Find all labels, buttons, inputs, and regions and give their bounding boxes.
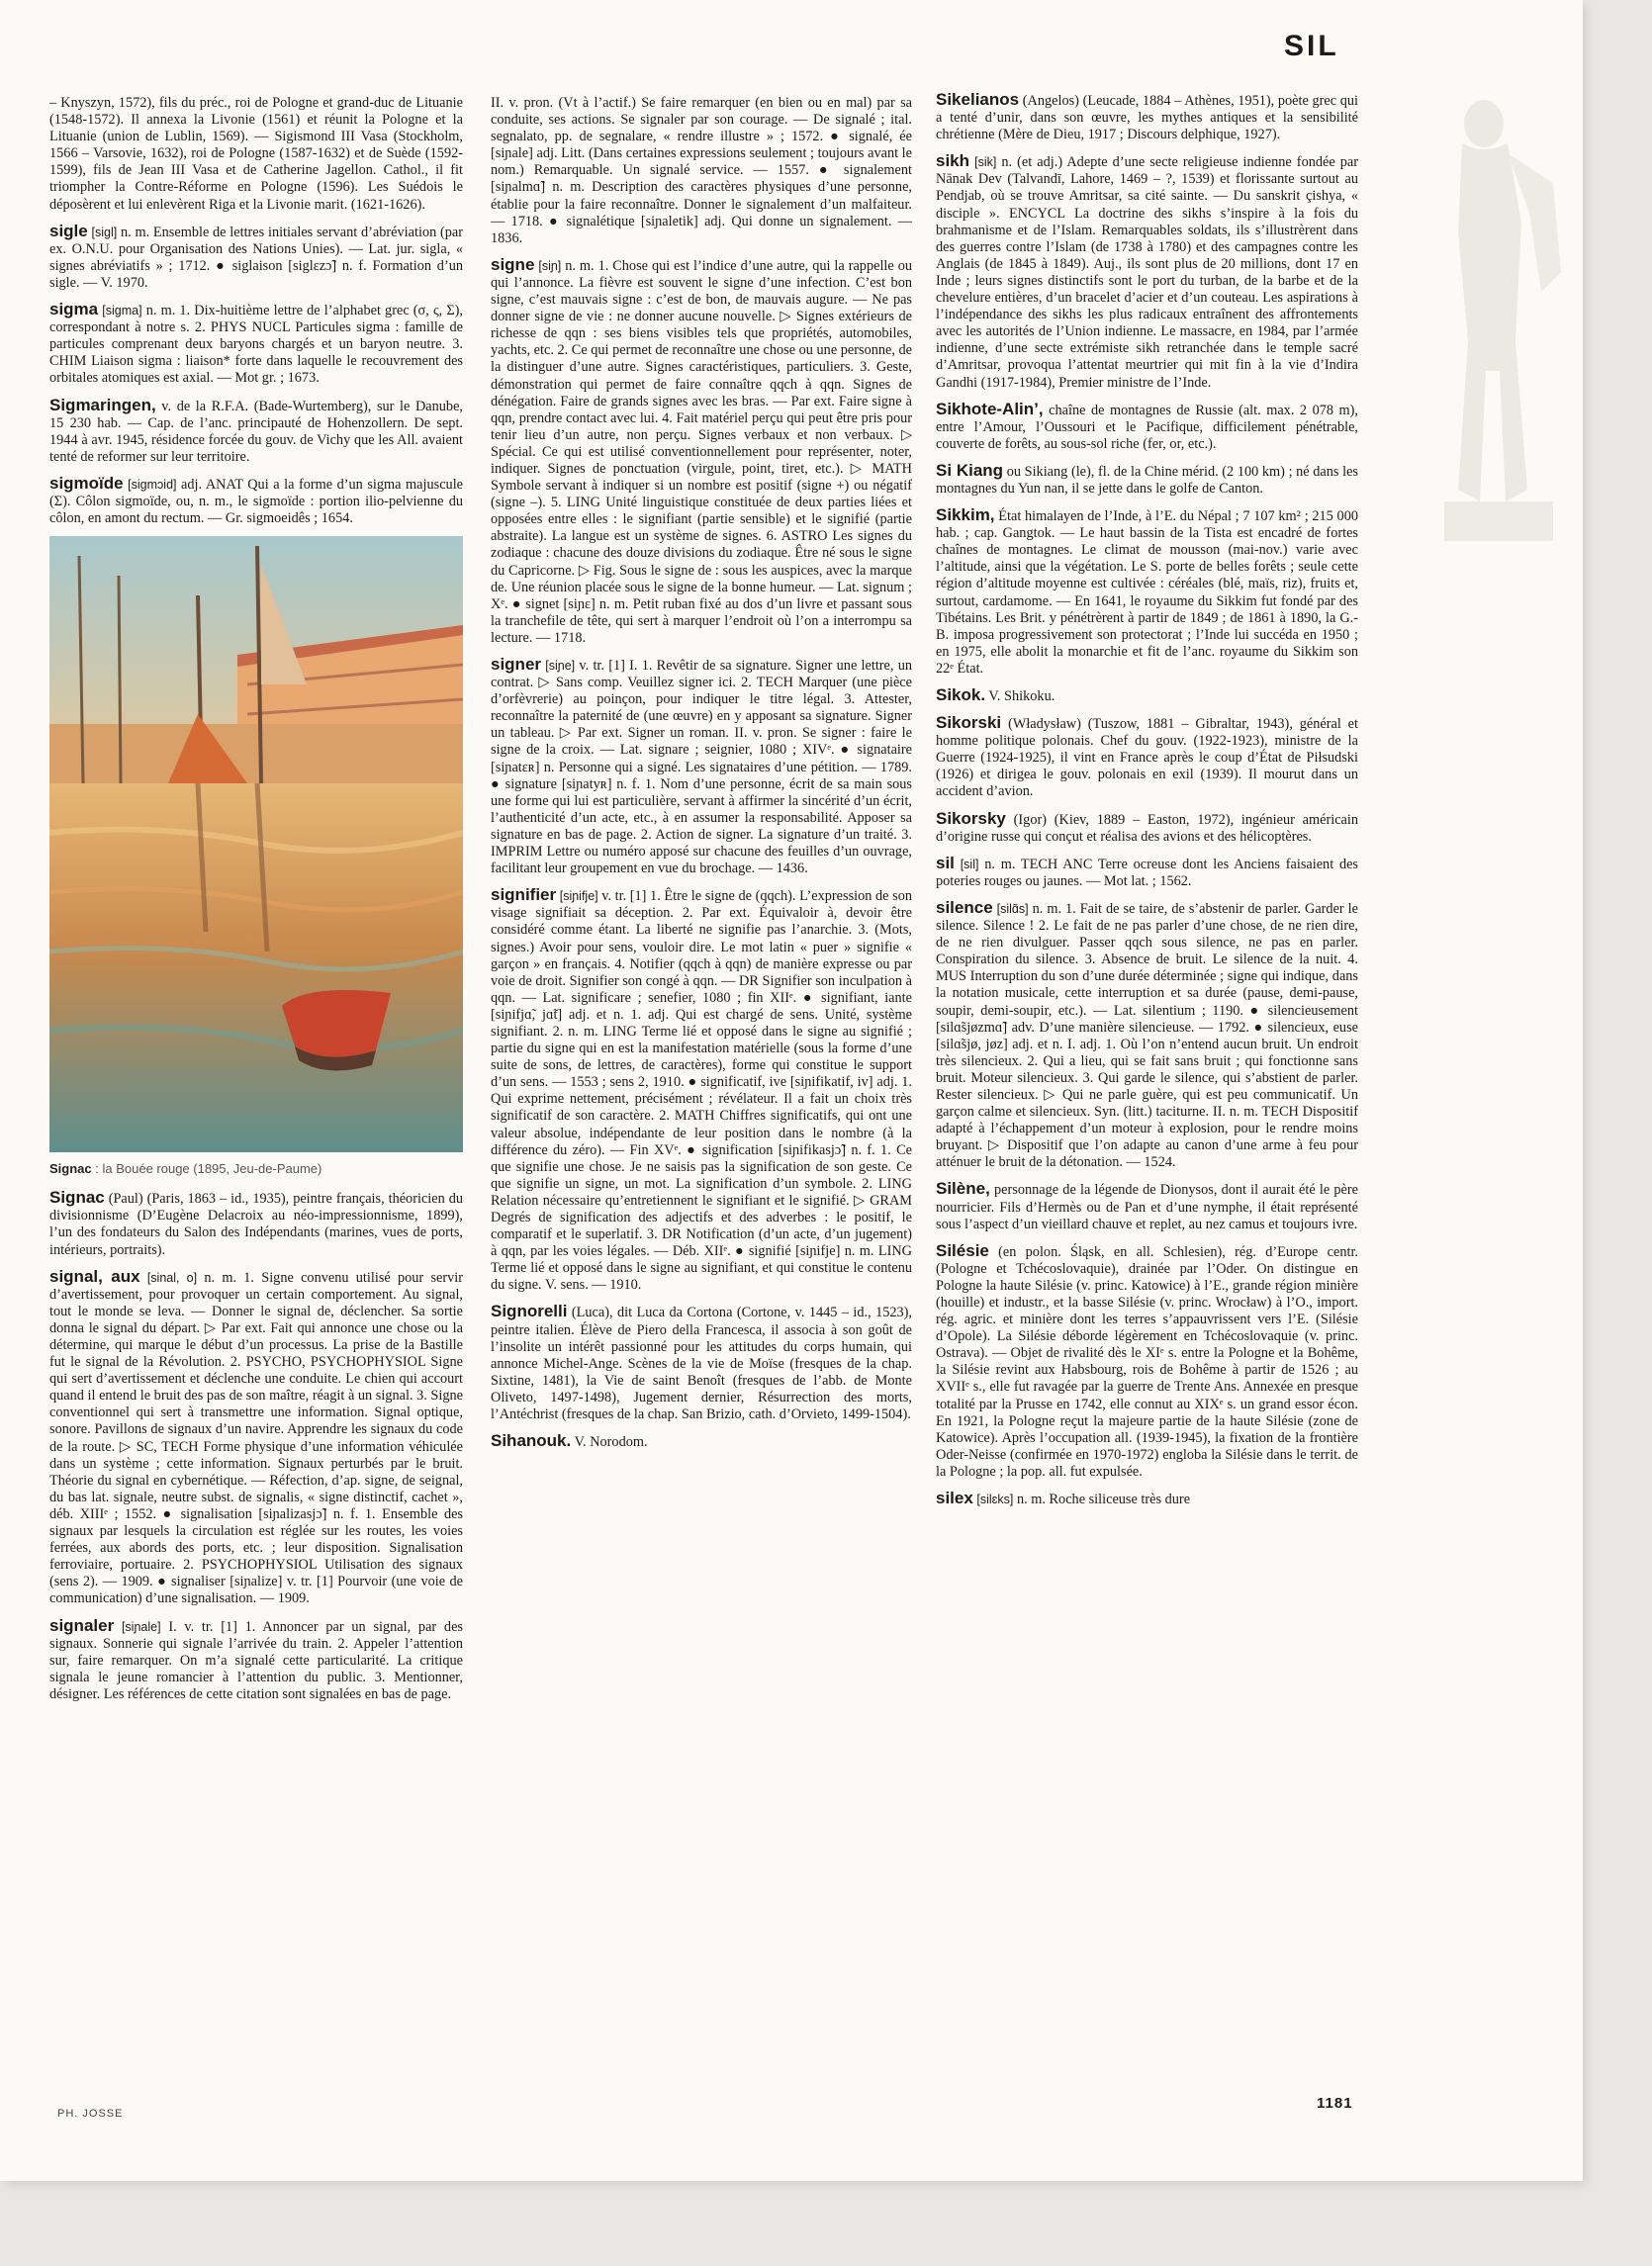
definition-text: personnage de la légende de Dionysos, dont il aurait été le père nourricier. Fils d’Hermès ou de Pan et d’une nymphe, il était représenté sous l’aspect d’un vieillard chauve et replet, au nez camus et toujours ivre.	[936, 1182, 1358, 1232]
dictionary-entry	[936, 810, 1358, 846]
dictionary-entry	[49, 301, 463, 387]
headword: Sikorsky	[936, 808, 1006, 828]
definition-text: (en polon. Śląsk, en all. Schlesien), rég. d’Europe centr. (Pologne et Tchécoslovaquie), drainée par l’Oder. On distingue en Pologne la haute Silésie (v. princ. Katowice) à l’E., grande région minière (houille) et industr., et la basse Silésie (v. princ. Wrocław) à l’O., import. rég. agric. et minière dont les terres s’appauvrissent vers l’E. (Silésie d’Opole). La Silésie déborde légèrement en Tchécoslovaquie (v. princ. Ostrava). — Objet de rivalité dès le XIᵉ s. entre la Pologne et la Bohême, la Silésie revint aux Habsbourg, rois de Bohême à partir de 1526 ; au XVIIᵉ s., elle fut ravagée par la guerre de Trente Ans. Annexée en presque totalité par la Prusse en 1742, elle connut au XIXᵉ s. un grand essor écon. En 1921, la Pologne reçut la majeure partie de la haute Silésie (zone de Katowice). Après l’occupation all. (1939-1945), la fixation de la frontière Oder-Neisse (confirmée en 1970-1972) engloba la Silésie dans le territ. de la Pologne ; la pop. all. fut expulsée.	[936, 1243, 1358, 1480]
definition-text: I. v. tr. [1] 1. Annoncer par un signal, par des signaux. Sonnerie qui signale l’arrivée du train. 2. Appeler l’attention sur, faire remarquer. On m’a signalé cette particularité. La critique signala le jeune romancier à l’attention du public. 3. Mentionner, désigner. Les références de cette citation sont signalées en bas de page.	[49, 1618, 463, 1702]
dictionary-entry	[49, 95, 463, 214]
headword: signifier	[491, 885, 557, 905]
pronunciation: [siɲ]	[538, 258, 562, 273]
pronunciation: [sil]	[960, 857, 979, 871]
headword: sil	[936, 853, 955, 872]
pronunciation: [siɲifje]	[559, 889, 598, 904]
headword: Sihanouk.	[491, 1431, 572, 1451]
headword: signe	[491, 254, 535, 274]
definition-text: adj. ANAT Qui a la forme d’un sigma majuscule (Σ). Côlon sigmoïde, ou, n. m., le sigmoïde : portion ilio-pelvienne du côlon, en amont du rectum. — Gr. sigmoeidês ; 1654.	[49, 476, 463, 527]
headword: sikh	[936, 151, 970, 171]
headword: Silésie	[936, 1240, 989, 1260]
definition-text: n. m. 1. Dix-huitième lettre de l’alphabet grec (σ, ς, Σ), correspondant à notre s. 2. PHYS NUCL Particules sigma : famille de particules comprenant deux baryons chargés et un baryon neutre. 3. CHIM Liaison sigma : liaison* forte dans laquelle le recouvrement des orbitales atomiques est axial. — Mot gr. ; 1673.	[49, 303, 463, 387]
definition-text: v. tr. [1] 1. Être le signe de (qqch). L’expression de son visage signifiait sa déception. 2. Par ext. Équivaloir à, devoir être considéré comme étant. La liberté ne signifie pas l’anarchie. 3. (Mots, signes.) Avoir pour sens, vouloir dire. Le mot latin « puer » signifie « garçon » en français. 4. Notifier (qqch à qqn) de manière expresse ou par voie de droit. Signifier son congé à qqn. — DR Signifier son inculpation à qqn. — Lat. significare ; senefier, 1080 ; fin XIIᵉ. ● signifiant, iante [siɲifjɑ̃, jɑ̃t] adj. et n. 1. adj. Qui est chargé de sens. Unité, système signifiant. 2. n. m. LING Terme lié et opposé dans le signe au signifié ; partie du signe qui en est la manifestation matérielle (sous la forme d’une suite de sons, de lettres, de caractères), forme qui constitue le support d’un sens. — 1553 ; sens 2, 1910. ● significatif, ive [siɲifikatif, iv] adj. 1. Qui exprime nettement, précisément ; révélateur. Il a fait un choix très significatif de son caractère. 2. MATH Chiffres significatifs, qui ont une valeur absolue, indépendante de leur position dans le nombre (à la différence du zéro). — Fin XVᵉ. ● signification [siɲifikasjɔ̃] n. f. 1. Ce que signifie une chose. Je ne saisis pas la signification de son geste. Ce que signifie un signe, un mot. La signification d’un symbole. 2. LING Relation nécessaire qu’entretiennent le signifiant et le signifié. ▷ GRAM Degrés de signification des adjectifs et des adverbes : le positif, le comparatif et le superlatif. 3. DR Notification (d’un acte, d’un jugement) à qqn, par les voies légales. — Déb. XIIᵉ. ● signifié [siɲifje] n. m. LING Terme lié et opposé dans le signe au signifiant, et qui constitue le contenu du signe. V. sens. — 1910.	[491, 888, 912, 1294]
pronunciation: [sik]	[974, 155, 997, 170]
column-1-entries-top	[49, 95, 463, 527]
dictionary-entry	[936, 1242, 1358, 1481]
definition-text: V. Shikoku.	[988, 688, 1055, 704]
signac-painting	[49, 536, 463, 1152]
pronunciation: [siɲale]	[121, 1619, 161, 1634]
page-number: 1181	[1317, 2095, 1353, 2112]
dictionary-entry	[936, 714, 1358, 800]
dictionary-entry	[936, 462, 1358, 498]
dictionary-entry	[491, 1303, 912, 1423]
headword: Signorelli	[491, 1302, 568, 1321]
dictionary-entry	[936, 91, 1358, 143]
definition-text: (Angelos) (Leucade, 1884 – Athènes, 1951), poète grec qui a tenté d’unir, dans son œuvre, les mythes antiques et la sensibilité chrétienne (Mère de Dieu, 1917 ; Discours delphique, 1927).	[936, 93, 1358, 143]
definition-text: ou Sikiang (le), fl. de la Chine mérid. (2 100 km) ; né dans les montagnes du Yun nan, il se jette dans le golfe de Canton.	[936, 463, 1358, 497]
headword: Si Kiang	[936, 460, 1004, 480]
definition-text: V. Norodom.	[574, 1434, 648, 1451]
definition-text: n. m. Roche siliceuse très dure	[1016, 1492, 1191, 1508]
dictionary-entry	[936, 686, 1358, 705]
dictionary-entry	[936, 152, 1358, 391]
dictionary-entry	[49, 397, 463, 466]
caption-artist: Signac	[49, 1161, 92, 1177]
headword: sigmoïde	[49, 473, 124, 493]
definition-text: chaîne de montagnes de Russie (alt. max. 2 078 m), entre l’Amour, l’Oussouri et le Pacifique, difficilement pénétrable, couverte de forêts, au sous-sol riche (fer, or, etc.).	[936, 402, 1358, 452]
definition-text: (Władysław) (Tuszow, 1881 – Gibraltar, 1943), général et homme politique polonais. Chef du gouv. (1922-1923), ministre de la Guerre (1924-1925), il vint en France après le coup d’État de Piłsudski (1926) et dirigea le gouv. polonais en exil (1939). Il mourut dans un accident d’avion.	[936, 716, 1358, 800]
headword: Sikkim,	[936, 505, 995, 525]
definition-text: État himalayen de l’Inde, à l’E. du Népal ; 7 107 km² ; 215 000 hab. ; cap. Gangtok. — Le haut bassin de la Tista est encadré de fortes chaînes de montagnes. Le climat de mousson (mai-nov.) varie avec l’altitude, ainsi que la végétation. Le S. porte de belles forêts ; seule cette région d’altitude moyenne est cultivée : céréales (blé, maïs, riz), fruits et, surtout, cardamome. — En 1641, le royaume du Sikkim fut fondé par des Tibétains. Les Brit. y pénétrèrent à partir de 1849 ; de 1861 à 1890, la G.-B. imposa progressivement son protectorat ; l’Inde lui succéda en 1950 ; en 1975, elle abolit la monarchie et fit de l’anc. royaume du Sikkim son 22ᵉ État.	[936, 508, 1358, 677]
definition-text: v. de la R.F.A. (Bade-Wurtemberg), sur le Danube, 15 230 hab. — Cap. de l’anc. principauté de Hohenzollern. De sept. 1944 à avr. 1945, résidence forcée du gouv. de Vichy que les All. avaient tenté de reformer sur leur territoire.	[49, 398, 463, 465]
dictionary-entry	[491, 256, 912, 647]
dictionary-entry	[491, 886, 912, 1294]
definition-text: (Igor) (Kiev, 1889 – Easton, 1972), ingénieur américain d’origine russe qui conçut et réalisa des avions et des hélicoptères.	[936, 811, 1358, 845]
pronunciation: [siɲe]	[545, 659, 576, 673]
caption-detail: : la Bouée rouge (1895, Jeu-de-Paume)	[95, 1161, 322, 1177]
pronunciation: [sinal, o]	[146, 1270, 198, 1285]
headword: Sikok.	[936, 685, 986, 704]
dictionary-entry	[49, 1268, 463, 1608]
headword: Sikelianos	[936, 91, 1020, 109]
column-1	[49, 95, 463, 2088]
column-3	[936, 91, 1358, 2104]
dictionary-entry	[936, 401, 1358, 453]
headword: signaler	[49, 1615, 115, 1635]
pronunciation: [sigl]	[91, 225, 118, 239]
definition-text: v. tr. [1] I. 1. Revêtir de sa signature. Signer une lettre, un contrat. ▷ Sans comp. Veuillez signer ici. 2. TECH Marquer (une pièce d’orfèvrerie) au poinçon, pour indiquer le titre légal. 3. Attester, reconnaître la paternité de (une œuvre) en y apposant sa signature. Signer un tableau. ▷ Par ext. Signer un roman. II. v. pron. Se signer : faire le signe de la croix. — Lat. signare ; seignier, 1080 ; XIVᵉ. ● signataire [siɲatɛʀ] n. Personne qui a signé. Les signataires d’une pétition. — 1789. ● signature [siɲatyʀ] n. f. 1. Nom d’une personne, écrit de sa main sous une forme qui lui est particulière, servant à affirmer la sincérité d’un écrit, l’authenticité d’un acte, etc., à en assumer la responsabilité. Apposer sa signature en bas de page. 2. Action de signer. La signature d’un traité. 3. IMPRIM Lettre ou numéro apposé sur chacune des feuilles d’un ouvrage, facilitant leur groupement en vue du brochage. — 1436.	[491, 658, 912, 877]
dictionary-entry	[49, 475, 463, 527]
definition-text: n. m. 1. Signe convenu utilisé pour servir d’avertissement, pour provoquer un certain comportement. Au signal, tout le monde se leva. — Donner le signal de, déclencher. Sa sortie donna le signal du départ. ▷ Par ext. Fait qui annonce une chose ou la détermine, qui marque le début d’un processus. La prise de la Bastille fut le signal de la Révolution. 2. PSYCHO, PSYCHOPHYSIOL Signe qui sert d’avertissement et déclenche une conduite. Le chien qui accourt quand il entend le bruit des pas de son maître, réagit à un signal. 3. Signe conventionnel qui sert à transmettre une information. Signal optique, sonore. Pavillons de signaux d’un navire. Apprendre les signaux du code de la route. ▷ SC, TECH Forme physique d’une information véhiculée dans un système ; cette information. Signaux perturbés par le bruit. Théorie du signal en cybernétique. — Réfection, d’ap. signe, de seignal, du bas lat. signale, neutre subst. de signalis, « signe distinctif, cachet », déb. XIIIᵉ ; 1552. ● signalisation [siɲalizasjɔ̃] n. f. 1. Ensemble des signaux par lesquels la circulation est réglée sur les routes, les voies ferrées, aux abords des ports, etc. ; leur disposition. Signalisation ferroviaire, portuaire. 2. PSYCHOPHYSIOL Utilisation des signaux (sens 2). — 1909. ● signaliser [siɲalize] v. tr. [1] Pourvoir (une voie de communication) d’une signalisation. — 1909.	[49, 1269, 463, 1607]
running-head: SIL	[1284, 30, 1339, 62]
dictionary-entry	[491, 1432, 912, 1451]
dictionary-entry	[491, 95, 912, 247]
pronunciation: [sigma]	[102, 304, 142, 318]
headword: signal, aux	[49, 1266, 140, 1286]
headword: Signac	[49, 1188, 105, 1208]
dictionary-entry	[491, 656, 912, 877]
headword: sigma	[49, 300, 99, 319]
dictionary-entry	[49, 223, 463, 292]
definition-text: n. m. 1. Fait de se taire, de s’abstenir de parler. Garder le silence. Silence ! 2. Le fait de ne pas parler d’une chose, de ne rien dire, de ne rien divulguer. Passer qqch sous silence, ne pas en parler. Conspiration du silence. 3. Absence de bruit. Le silence de la nuit. 4. MUS Interruption du son d’une durée déterminée ; signe qui indique, dans la notation musicale, cette interruption et sa durée (pause, demi-pause, soupir, demi-soupir, etc.). — Lat. silentium ; 1190. ● silencieusement [silɑ̃sjøzmɑ̃] adv. D’une manière silencieuse. — 1792. ● silencieux, euse [silɑ̃sjø, jøz] adj. et n. I. adj. 1. Où l’on n’entend aucun bruit. Un endroit très silencieux. 2. Qui a lieu, qui se fait sans bruit ; qui fonctionne sans bruit. Moteur silencieux. 3. Qui garde le silence, qui s’abstient de parler. Rester silencieux. ▷ Qui ne parle guère, qui est peu communicatif. Un garçon calme et silencieux. Syn. (litt.) taciturne. II. n. m. TECH Dispositif adapté à l’échappement d’un moteur à explosion, pour le rendre moins bruyant. ▷ Dispositif que l’on adapte au canon d’une arme à feu pour atténuer le bruit de la détonation. — 1524.	[936, 900, 1358, 1171]
dictionary-entry	[49, 1189, 463, 1258]
dictionary-entry	[936, 506, 1358, 678]
definition-text: (Luca), dit Luca da Cortona (Cortone, v. 1445 – id., 1523), peintre italien. Élève de Piero della Francesca, il associa à son goût de l’insolite un intérêt passionné pour les attitudes du corps humain, qui annonce Michel-Ange. Scènes de la vie de Moïse (fresques de la chap. Sixtine, 1481), la Vie de saint Benoît (fresques de l’abb. de Monte Oliveto, 1497-1498), Jugement dernier, Résurrection des morts, l’Antéchrist (fresques de la chap. San Brizio, cath. d’Orvieto, 1499-1504).	[491, 1305, 912, 1423]
headword: Silène,	[936, 1179, 990, 1199]
definition-text: n. m. TECH ANC Terre ocreuse dont les Anciens faisaient des poteries rouges ou jaunes. — Mot lat. ; 1562.	[936, 856, 1358, 889]
headword: Sikorski	[936, 713, 1002, 733]
definition-text: n. m. Ensemble de lettres initiales servant d’abréviation (par ex. O.N.U. pour Organisation des Nations Unies). — Lat. jur. sigla, « signes abréviatifs » ; 1712. ● siglaison [siglɛzɔ̃] n. f. Formation d’un sigle. — V. 1970.	[49, 224, 463, 291]
column-2	[491, 95, 912, 2088]
definition-text: (Paul) (Paris, 1863 – id., 1935), peintre français, théoricien du divisionnisme (D’Eugène Delacroix au néo-impressionnisme, 1899), l’un des fondateurs du Salon des Indépendants (marines, vues de ports, intérieurs, portraits).	[49, 1191, 463, 1258]
painting-caption	[49, 1160, 463, 1177]
photo-credit: PH. JOSSE	[57, 2108, 124, 2120]
dictionary-entry	[936, 899, 1358, 1172]
dictionary-entry	[936, 1180, 1358, 1232]
headword: silence	[936, 897, 993, 917]
definition-text: n. (et adj.) Adepte d’une secte religieuse indienne fondée par Nānak Dev (Talvandī, Lahore, 1469 – ?, 1539) et florissante surtout au Pendjab, où se trouve Amritsar, sa cité sainte. — Du sanskrit çishya, « disciple ». ENCYCL La doctrine des sikhs s’inspire à la fois du brahmanisme et de l’Islam. Remarquables soldats, ils s’illustrèrent dans des guerres contre l’Islam (de 1738 à 1780) et des campagnes contre les Anglais (de 1845 à 1849). Auj., ils sont plus de 20 millions, dont 17 en Inde ; leurs signes distinctifs sont le port du turban, de la barbe et de la chevelure entières, d’un bracelet d’acier et d’un couteau. Les aspirations à l’indépendance des sikhs les plus radicaux entraînent des affrontements avec les autorités de l’Union indienne. Le massacre, en 1984, par l’armée indienne, d’une secte extrémiste sikh retranchée dans le temple sacré d’Amritsar, provoqua l’attentat meurtrier qui mit fin à la vie d’Indira Gandhi (1917-1984), Premier ministre de l’Inde.	[936, 154, 1358, 391]
definition-text: II. v. pron. (Vt à l’actif.) Se faire remarquer (en bien ou en mal) par sa conduite, ses actions. Se signaler par son courage. — De signalé ; ital. segnalato, pp. de segnalare, « rendre illustre » ; 1572. ● signalé, ée [siɲale] adj. Litt. (Dans certaines expressions seulement ; toujours avant le nom.) Remarquable. Un signalé service. — 1557. ● signalement [siɲalmɑ̃] n. m. Description des caractères physiques d’une personne, établie pour la faire reconnaître. Donner le signalement d’un malfaiteur. — 1718. ● signalétique [siɲaletik] adj. Qui donne un signalement. — 1836.	[491, 95, 912, 246]
pronunciation: [silɑ̃s]	[996, 901, 1029, 916]
dictionary-entry	[936, 855, 1358, 890]
dictionary-entry	[49, 1617, 463, 1703]
headword: signer	[491, 655, 542, 674]
headword: sigle	[49, 221, 88, 240]
headword: silex	[936, 1489, 973, 1508]
definition-text: – Knyszyn, 1572), fils du préc., roi de Pologne et grand-duc de Lituanie (1548-1572). Il annexa la Livonie (1561) et réunit la Pologne et la Lituanie (union de Lublin, 1569). — Sigismond III Vasa (Stockholm, 1566 – Varsovie, 1632), roi de Pologne (1587-1632) et de Suède (1592-1599), fils de Jean III Vasa et de Catherine Jagellon. Cathol., il fit triompher la Contre-Réforme en Pologne (1596). Les Suédois le déposèrent et lui enlevèrent Riga et la Livonie marit. (1621-1626).	[49, 95, 463, 213]
column-1-entries-bottom	[49, 1189, 463, 1703]
statue-silhouette	[1424, 94, 1573, 559]
dictionary-entry	[936, 1490, 1358, 1508]
headword: Sikhote-Alin’,	[936, 399, 1044, 418]
pronunciation: [sigmɔid]	[128, 477, 177, 492]
pronunciation: [silɛks]	[976, 1493, 1014, 1507]
definition-text: n. m. 1. Chose qui est l’indice d’une autre, qui la rappelle ou qui l’annonce. La fièvre est souvent le signe d’une infection. C’est bon signe, c’est mauvais signe : c’est de bon, de mauvais augure. — Ne pas donner signe de vie : ne donner aucune nouvelle. ▷ Signes extérieurs de richesse de qqn : ses biens visibles tels que propriétés, automobiles, yachts, etc. 2. Ce qui permet de reconnaître une chose ou une personne, de la distinguer d’une autre. Signes caractéristiques, particuliers. 3. Geste, démonstration qui permet de faire connaître qqch à qqn. Signes de dénégation. Faire de grands signes avec les bras. — Par ext. Faire signe à qqn, prendre contact avec lui. 4. Fait matériel perçu qui peut être pris pour tenir lieu d’un autre, non perçu. Signes verbaux et non verbaux. ▷ Spécial. Ce qui est utilisé conventionnellement pour représenter, noter, indiquer. Signes de ponctuation (virgule, point, tiret, etc.). ▷ MATH Symbole servant à indiquer si un nombre est positif (signe +) ou négatif (signe –). 5. LING Unité linguistique constituée de deux parties liées et opposées entre elles : le signifiant (partie sensible) et le signifié (partie abstraite). La langue est un système de signes. 6. ASTRO Les signes du zodiaque : chacune des douze divisions du zodiaque. Être né sous le signe du Capricorne. ▷ Fig. Sous le signe de : sous les auspices, avec la marque de. Une réunion placée sous le signe de la bonne humeur. — Lat. signum ; Xᵉ. ● signet [siɲɛ] n. m. Petit ruban fixé au dos d’un livre et passant sous la tranchefile de tête, qui sert à marquer l’endroit où l’on a interrompu sa lecture. — 1718.	[491, 257, 912, 646]
headword: Sigmaringen,	[49, 395, 156, 414]
